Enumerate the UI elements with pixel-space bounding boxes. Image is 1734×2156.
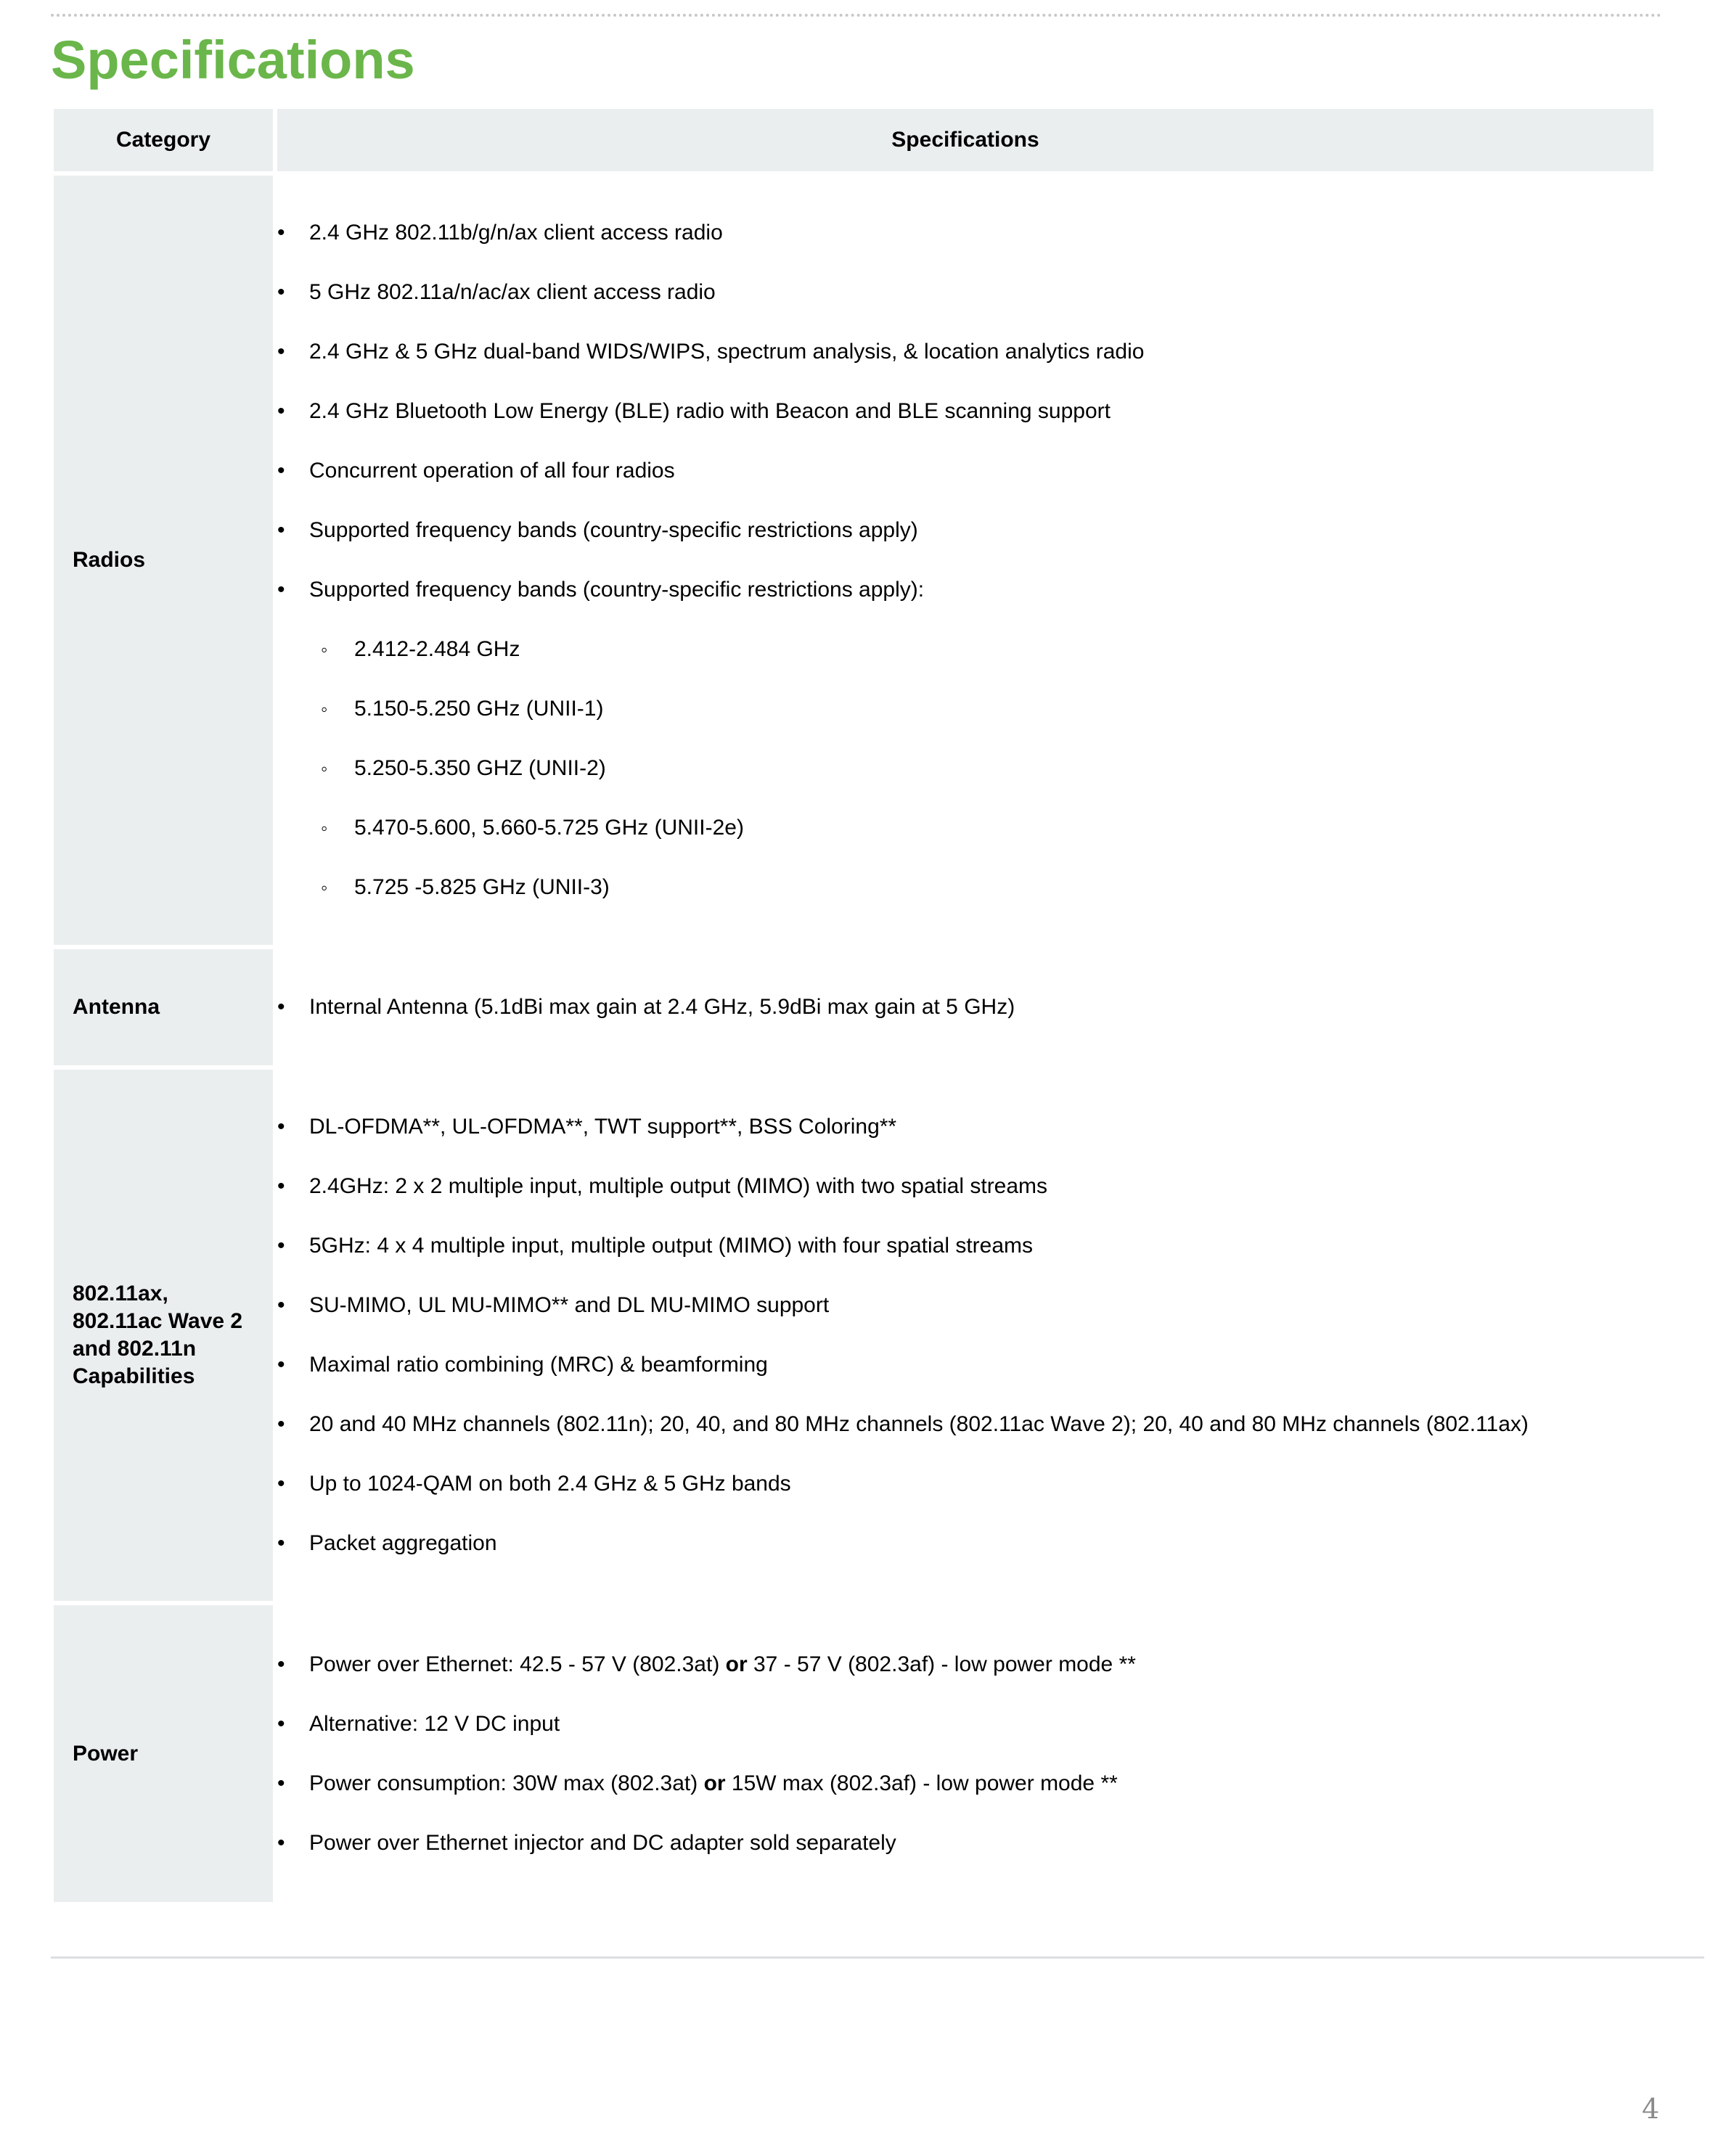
list-item: • 2.4GHz: 2 x 2 multiple input, multiple output (MIMO) with two spatial streams <box>277 1157 1653 1216</box>
sub-list-item: ◦ 5.250-5.350 GHZ (UNII-2) <box>277 739 1653 798</box>
top-dotted-divider <box>51 14 1662 17</box>
bullet-icon: • <box>277 1115 285 1139</box>
specifications-cell <box>277 1605 1653 1902</box>
hollow-bullet-icon: ◦ <box>321 758 328 779</box>
table-header-row <box>54 109 1653 171</box>
specifications-cell <box>277 949 1653 1065</box>
list-item: • Concurrent operation of all four radios <box>277 441 1653 501</box>
sub-list-item: ◦ 2.412-2.484 GHz <box>277 620 1653 679</box>
hollow-bullet-icon: ◦ <box>321 877 328 898</box>
bullet-icon: • <box>277 1652 285 1676</box>
sub-list-item: ◦ 5.725 -5.825 GHz (UNII-3) <box>277 858 1653 917</box>
bullet-icon: • <box>277 1293 285 1317</box>
category-cell: Power <box>54 1605 273 1902</box>
page-number: 4 <box>1642 2093 1660 2125</box>
bullet-icon: • <box>277 1412 285 1436</box>
list-item: • 20 and 40 MHz channels (802.11n); 20, 40, and 80 MHz channels (802.11ac Wave 2); 20, 40 and 80 MHz channels (802.11ax) <box>277 1395 1653 1454</box>
spec-list <box>277 1635 1653 1873</box>
list-item: • Power over Ethernet injector and DC adapter sold separately <box>277 1813 1653 1873</box>
page-title: Specifications <box>51 30 415 90</box>
list-item: • Power over Ethernet: 42.5 - 57 V (802.3at) or 37 - 57 V (802.3af) - low power mode ** <box>277 1635 1653 1694</box>
list-item: • 2.4 GHz & 5 GHz dual-band WIDS/WIPS, spectrum analysis, & location analytics radio <box>277 322 1653 382</box>
hollow-bullet-icon: ◦ <box>321 639 328 660</box>
specifications-cell <box>277 1070 1653 1601</box>
bullet-icon: • <box>277 518 285 542</box>
hollow-bullet-icon: ◦ <box>321 817 328 839</box>
list-item: • Supported frequency bands (country-specific restrictions apply) <box>277 501 1653 560</box>
bullet-icon: • <box>277 578 285 602</box>
bullet-icon: • <box>277 995 285 1019</box>
bullet-icon: • <box>277 1830 285 1855</box>
list-item: • Packet aggregation <box>277 1514 1653 1573</box>
bullet-icon: • <box>277 1531 285 1555</box>
bullet-icon: • <box>277 1174 285 1198</box>
list-item: • DL-OFDMA**, UL-OFDMA**, TWT support**, BSS Coloring** <box>277 1097 1653 1157</box>
table-row-capabilities <box>54 1070 1653 1601</box>
specifications-cell <box>277 176 1653 945</box>
bullet-icon: • <box>277 1353 285 1377</box>
list-item: • Maximal ratio combining (MRC) & beamforming <box>277 1335 1653 1395</box>
list-item: • 2.4 GHz Bluetooth Low Energy (BLE) radio with Beacon and BLE scanning support <box>277 382 1653 441</box>
category-cell: Radios <box>54 176 273 945</box>
category-column-header: Category <box>54 109 273 171</box>
bullet-icon: • <box>277 459 285 483</box>
list-item: • Alternative: 12 V DC input <box>277 1694 1653 1754</box>
list-item: • Internal Antenna (5.1dBi max gain at 2.4 GHz, 5.9dBi max gain at 5 GHz) <box>277 977 1653 1037</box>
category-cell: Antenna <box>54 949 273 1065</box>
category-cell: 802.11ax, 802.11ac Wave 2 and 802.11n Capabilities <box>54 1070 273 1601</box>
specifications-column-header: Specifications <box>277 109 1653 171</box>
bullet-icon: • <box>277 1234 285 1258</box>
table-row-radios <box>54 176 1653 945</box>
sub-list-item: ◦ 5.470-5.600, 5.660-5.725 GHz (UNII-2e) <box>277 798 1653 858</box>
table-row-antenna <box>54 949 1653 1065</box>
specifications-table <box>49 104 1658 1906</box>
list-item: • Up to 1024-QAM on both 2.4 GHz & 5 GHz bands <box>277 1454 1653 1514</box>
sub-list-item: ◦ 5.150-5.250 GHz (UNII-1) <box>277 679 1653 739</box>
list-item: • Supported frequency bands (country-specific restrictions apply): <box>277 560 1653 620</box>
bullet-icon: • <box>277 1472 285 1496</box>
list-item: • 5 GHz 802.11a/n/ac/ax client access radio <box>277 263 1653 322</box>
bullet-icon: • <box>277 1771 285 1795</box>
bullet-icon: • <box>277 340 285 364</box>
spec-list <box>277 1097 1653 1573</box>
bullet-icon: • <box>277 280 285 304</box>
list-item: • Power consumption: 30W max (802.3at) or 15W max (802.3af) - low power mode ** <box>277 1754 1653 1813</box>
spec-list <box>277 977 1653 1037</box>
hollow-bullet-icon: ◦ <box>321 698 328 720</box>
spec-list <box>277 203 1653 917</box>
bullet-icon: • <box>277 221 285 245</box>
bullet-icon: • <box>277 399 285 423</box>
list-item: • 2.4 GHz 802.11b/g/n/ax client access radio <box>277 203 1653 263</box>
table-row-power <box>54 1605 1653 1902</box>
list-item: • SU-MIMO, UL MU-MIMO** and DL MU-MIMO support <box>277 1276 1653 1335</box>
bottom-divider <box>51 1956 1704 1959</box>
list-item: • 5GHz: 4 x 4 multiple input, multiple output (MIMO) with four spatial streams <box>277 1216 1653 1276</box>
bullet-icon: • <box>277 1711 285 1736</box>
